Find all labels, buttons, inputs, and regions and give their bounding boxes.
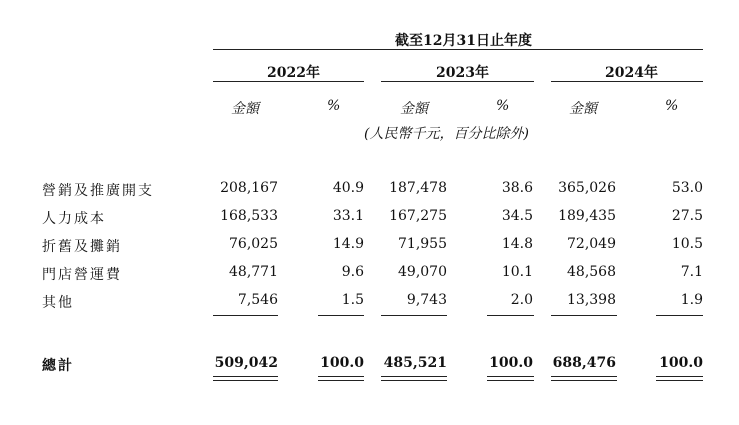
value-2024-amount: 48,568	[567, 264, 616, 280]
total-double-rule-2023-percent-b	[487, 380, 534, 381]
row-label: 門店營運費	[42, 267, 122, 283]
total-double-rule-2022-amount-b	[213, 380, 278, 381]
percent-label-2022: %	[327, 98, 341, 114]
value-2023-amount: 167,275	[389, 208, 447, 224]
year-2023-heading: 2023年	[436, 65, 489, 81]
subtotal-rule-2022-percent	[318, 315, 364, 316]
total-double-rule-2023-percent-a	[487, 376, 534, 377]
year-2024-heading: 2024年	[605, 65, 658, 81]
total-2024-percent: 100.0	[659, 355, 703, 371]
value-2022-percent: 14.9	[332, 236, 364, 252]
year-2024-rule	[551, 81, 703, 82]
value-2022-amount: 168,533	[220, 208, 278, 224]
value-2023-amount: 187,478	[389, 180, 447, 196]
value-2023-percent: 2.0	[510, 292, 533, 308]
percent-label-2024: %	[665, 98, 679, 114]
total-double-rule-2024-amount-b	[551, 380, 617, 381]
subtotal-rule-2024-amount	[551, 315, 617, 316]
percent-label-2023: %	[496, 98, 510, 114]
unit-note: (人民幣千元，百分比除外)	[364, 126, 529, 142]
total-2023-amount: 485,521	[383, 355, 447, 371]
value-2024-percent: 7.1	[680, 264, 703, 280]
total-2022-amount: 509,042	[214, 355, 278, 371]
value-2022-percent: 33.1	[332, 208, 364, 224]
value-2024-percent: 27.5	[671, 208, 703, 224]
total-double-rule-2024-amount-a	[551, 376, 617, 377]
row-label: 營銷及推廣開支	[42, 183, 154, 199]
value-2022-amount: 208,167	[220, 180, 278, 196]
total-double-rule-2022-percent-a	[318, 376, 364, 377]
amount-label-2022: 金額	[231, 101, 259, 117]
row-label: 折舊及攤銷	[42, 239, 122, 255]
value-2023-percent: 10.1	[501, 264, 533, 280]
value-2024-amount: 13,398	[567, 292, 616, 308]
year-2023-rule	[381, 81, 534, 82]
total-double-rule-2023-amount-b	[381, 380, 447, 381]
total-double-rule-2022-percent-b	[318, 380, 364, 381]
subtotal-rule-2024-percent	[656, 315, 703, 316]
total-double-rule-2023-amount-a	[381, 376, 447, 377]
subtotal-rule-2022-amount	[213, 315, 278, 316]
value-2023-amount: 9,743	[406, 292, 447, 308]
value-2022-amount: 48,771	[229, 264, 278, 280]
value-2023-percent: 38.6	[501, 180, 533, 196]
value-2024-amount: 189,435	[558, 208, 616, 224]
value-2024-percent: 1.9	[680, 292, 703, 308]
subtotal-rule-2023-percent	[487, 315, 534, 316]
total-double-rule-2024-percent-a	[656, 376, 703, 377]
period-title-rule	[213, 49, 703, 50]
total-2022-percent: 100.0	[320, 355, 364, 371]
total-label: 總計	[42, 358, 74, 374]
value-2022-percent: 1.5	[341, 292, 364, 308]
value-2022-amount: 7,546	[237, 292, 278, 308]
value-2024-amount: 365,026	[558, 180, 616, 196]
total-2024-amount: 688,476	[552, 355, 616, 371]
value-2022-percent: 40.9	[332, 180, 364, 196]
row-label: 其他	[42, 295, 74, 311]
row-label: 人力成本	[42, 211, 106, 227]
value-2022-amount: 76,025	[229, 236, 278, 252]
period-title: 截至12月31日止年度	[395, 33, 532, 49]
value-2022-percent: 9.6	[341, 264, 364, 280]
total-double-rule-2022-amount-a	[213, 376, 278, 377]
subtotal-rule-2023-amount	[381, 315, 447, 316]
value-2024-amount: 72,049	[567, 236, 616, 252]
value-2024-percent: 53.0	[671, 180, 703, 196]
year-2022-heading: 2022年	[267, 65, 320, 81]
value-2023-percent: 14.8	[501, 236, 533, 252]
year-2022-rule	[213, 81, 364, 82]
value-2024-percent: 10.5	[671, 236, 703, 252]
value-2023-amount: 49,070	[398, 264, 447, 280]
amount-label-2023: 金額	[400, 101, 428, 117]
value-2023-amount: 71,955	[398, 236, 447, 252]
amount-label-2024: 金額	[569, 101, 597, 117]
total-2023-percent: 100.0	[489, 355, 533, 371]
total-double-rule-2024-percent-b	[656, 380, 703, 381]
value-2023-percent: 34.5	[501, 208, 533, 224]
